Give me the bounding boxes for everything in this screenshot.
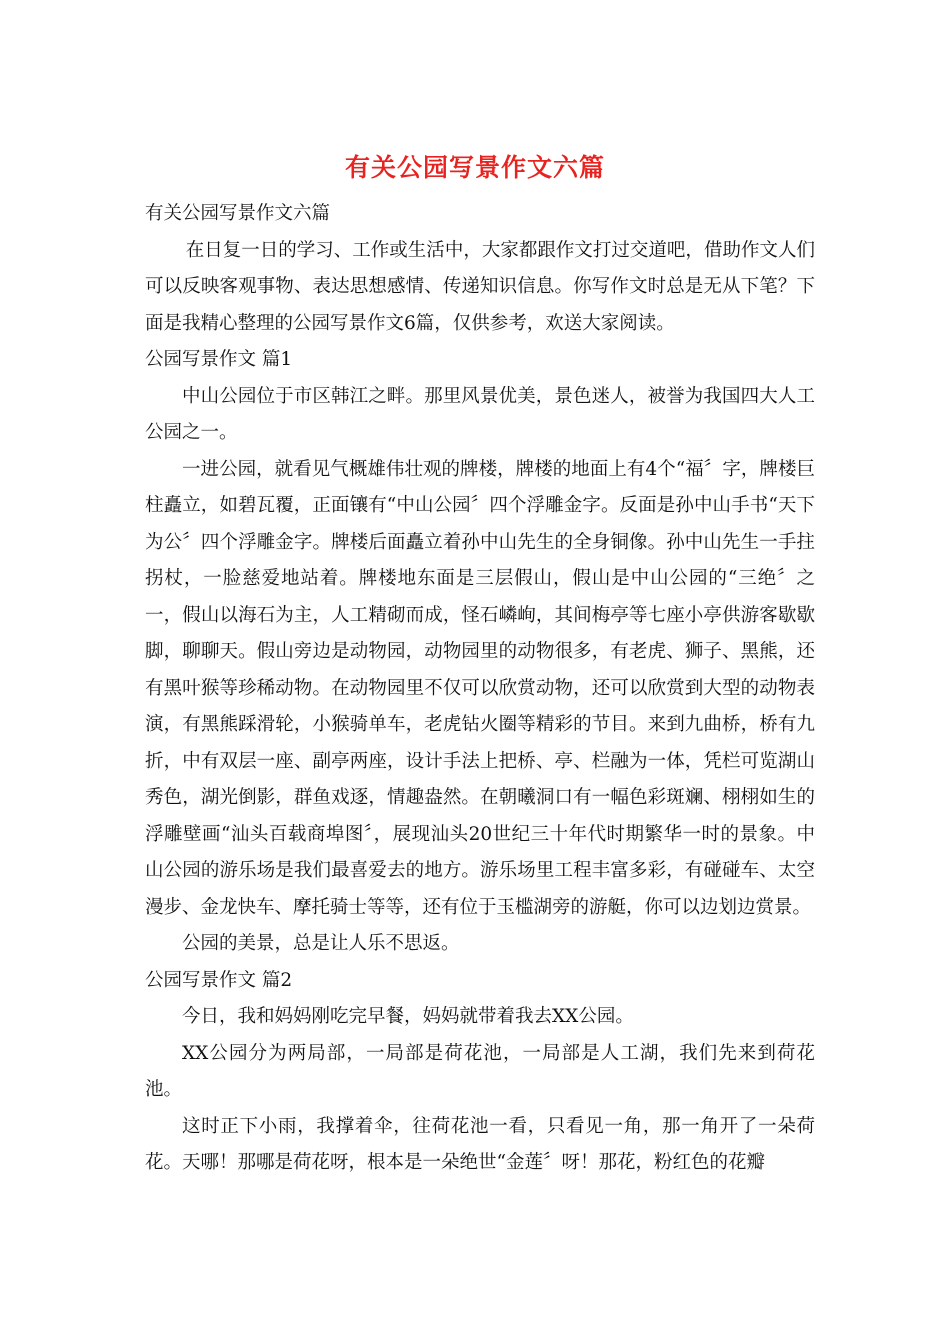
essay-2-paragraph-3: 这时正下小雨，我撑着伞，往荷花池一看，只看见一角，那一角开了一朵荷花。天哪！那哪是荷花呀，根本是一朵绝世“金莲〞呀！那花，粉红色的花瓣 xyxy=(145,1115,815,1173)
essay-1-paragraph-1: 中山公园位于市区韩江之畔。那里风景优美，景色迷人，被誉为我国四大人工公园之一。 xyxy=(145,385,815,443)
essay-2-paragraph-1: 今日，我和妈妈刚吃完早餐，妈妈就带着我去XX公园。 xyxy=(182,1006,634,1027)
essay-2-heading: 公园写景作文 篇2 xyxy=(145,969,293,991)
document-body xyxy=(145,196,815,1182)
intro-paragraph: 在日复一日的学习、工作或生活中，大家都跟作文打过交道吧，借助作文人们可以反映客观事物、表达思想感情、传递知识信息。你写作文时总是无从下笔？下面是我精心整理的公园写景作文6篇，仅供参考，欢送大家阅读。 xyxy=(145,239,815,334)
essay-1-paragraph-3: 公园的美景，总是让人乐不思返。 xyxy=(182,933,460,954)
essay-2-paragraph-2: XX公园分为两局部，一局部是荷花池，一局部是人工湖，我们先来到荷花池。 xyxy=(145,1042,815,1100)
essay-1-paragraph-2: 一进公园，就看见气概雄伟壮观的牌楼，牌楼的地面上有4个“福〞字，牌楼巨柱矗立，如碧瓦覆，正面镶有“中山公园〞四个浮雕金字。反面是孙中山手书“天下为公〞四个浮雕金字。牌楼后面矗立着孙中山先生的全身铜像。孙中山先生一手拄拐杖，一脸慈爱地站着。牌楼地东面是三层假山，假山是中山公园的“三绝〞之一，假山以海石为主，人工精砌而成，怪石嶙峋，其间梅亭等七座小亭供游客歇歇脚，聊聊天。假山旁边是动物园，动物园里的动物很多，有老虎、狮子、黑熊，还有黑叶猴等珍稀动物。在动物园里不仅可以欣赏动物，还可以欣赏到大型的动物表演，有黑熊踩滑轮，小猴骑单车，老虎钻火圈等精彩的节目。来到九曲桥，桥有九折，中有双层一座、副亭两座，设计手法上把桥、亭、栏融为一体，凭栏可览湖山秀色，湖光倒影，群鱼戏逐，情趣盎然。在朝曦洞口有一幅色彩斑斓、栩栩如生的浮雕壁画“汕头百载商埠图〞，展现汕头20世纪三十年代时期繁华一时的景象。中山公园的游乐场是我们最喜爱去的地方。游乐场里工程丰富多彩，有碰碰车、太空漫步、金龙快车、摩托骑士等等，还有位于玉槛湖旁的游艇，你可以边划边赏景。 xyxy=(145,458,815,918)
document-title: 有关公园写景作文六篇 xyxy=(344,153,605,182)
essay-1-heading: 公园写景作文 篇1 xyxy=(145,349,293,370)
document-subtitle: 有关公园写景作文六篇 xyxy=(145,203,331,224)
